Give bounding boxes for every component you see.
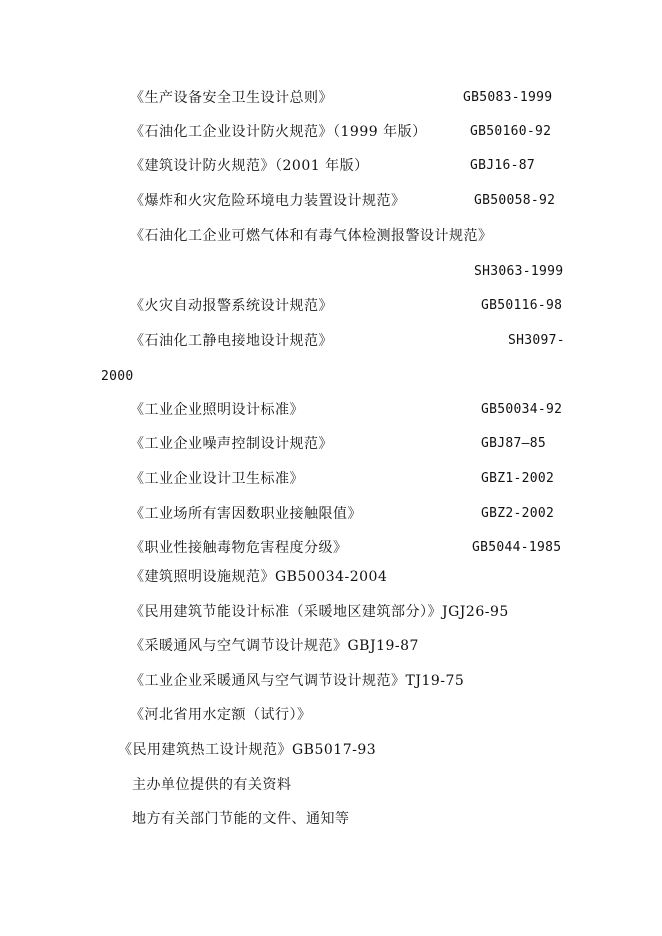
reference-line: 《工业企业采暖通风与空气调节设计规范》TJ19-75 <box>130 673 465 689</box>
reference-line: 《民用建筑热工设计规范》GB5017-93 <box>118 742 377 758</box>
reference-title: 《生产设备安全卫生设计总则》 <box>130 90 333 106</box>
reference-code: GB5044-1985 <box>472 540 562 555</box>
reference-title: 《工业企业噪声控制设计规范》 <box>130 436 333 452</box>
reference-title: 《建筑设计防火规范》（2001 年版） <box>130 158 369 174</box>
reference-title: 《工业企业设计卫生标准》 <box>130 471 304 487</box>
reference-line: 《建筑照明设施规范》GB50034-2004 <box>130 569 388 585</box>
reference-line: 地方有关部门节能的文件、通知等 <box>132 811 350 827</box>
reference-title: 《石油化工企业设计防火规范》（1999 年版） <box>130 124 427 140</box>
reference-title: 《石油化工企业可燃气体和有毒气体检测报警设计规范》 <box>130 228 493 244</box>
reference-title: 《火灾自动报警系统设计规范》 <box>130 298 333 314</box>
reference-code: GB50116-98 <box>481 298 563 313</box>
reference-code: SH3097- <box>508 333 565 348</box>
reference-title: 《石油化工静电接地设计规范》 <box>130 333 333 349</box>
reference-code: GB50160-92 <box>470 124 552 139</box>
reference-code: GB50034-92 <box>481 402 563 417</box>
reference-title: 《工业企业照明设计标准》 <box>130 402 304 418</box>
reference-code: SH3063-1999 <box>474 264 564 279</box>
reference-line: 《河北省用水定额（试行）》 <box>130 707 312 723</box>
reference-code: GBZ2-2002 <box>481 506 555 521</box>
reference-line: 主办单位提供的有关资料 <box>132 777 292 793</box>
reference-code: GB5083-1999 <box>463 90 553 105</box>
reference-code: GB50058-92 <box>474 193 556 208</box>
reference-line: 《采暖通风与空气调节设计规范》GBJ19-87 <box>130 638 419 654</box>
reference-code: GBZ1-2002 <box>481 471 555 486</box>
reference-code: GBJ87—85 <box>481 436 547 451</box>
reference-line: 《民用建筑节能设计标准（采暖地区建筑部分）》JGJ26-95 <box>130 604 509 620</box>
reference-title: 《爆炸和火灾危险环境电力装置设计规范》 <box>130 193 406 209</box>
reference-title: 《工业场所有害因数职业接触限值》 <box>130 506 362 522</box>
reference-title: 《职业性接触毒物危害程度分级》 <box>130 540 348 556</box>
reference-code: GBJ16-87 <box>470 158 536 173</box>
reference-code-continuation: 2000 <box>101 369 134 384</box>
